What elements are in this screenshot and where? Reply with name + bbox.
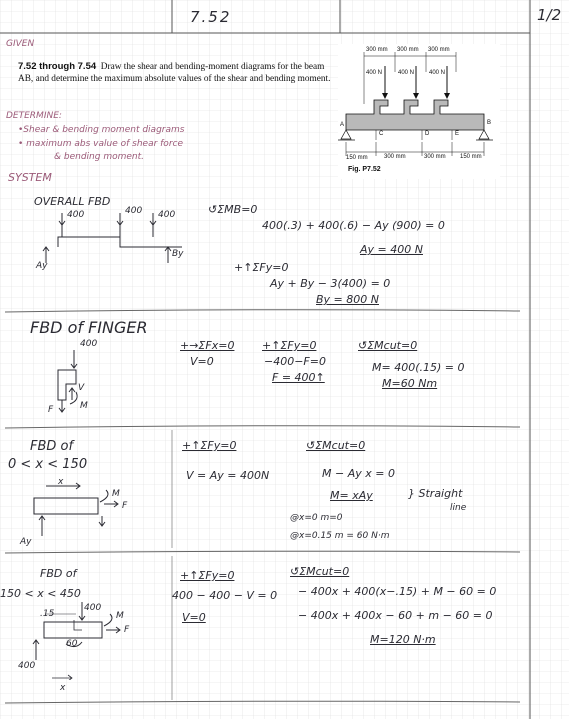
seg2-label-reaction: 400 <box>18 661 36 671</box>
seg2-result-m: M=120 N·m <box>370 633 436 646</box>
overall-load-3: 400 <box>158 210 176 220</box>
finger-eq-fy-body: −400−F=0 <box>264 355 326 368</box>
seg1-at-x0: @x=0 m=0 <box>290 513 343 523</box>
seg2-label-f: F <box>124 625 130 635</box>
determine-item-1: •Shear & bending moment diagrams <box>18 125 185 135</box>
fig-load-3: 400 N <box>429 70 446 76</box>
overall-eq-fy: +↑ΣFy=0 <box>234 261 289 274</box>
seg1-note-straight: } Straight <box>408 487 463 500</box>
seg2-eq-moment: ↺ΣMcut=0 <box>290 565 350 578</box>
seg2-label-60: 60 <box>66 639 78 649</box>
seg1-at-x015: @x=0.15 m = 60 N·m <box>290 531 390 541</box>
determine-label: DETERMINE: <box>6 111 62 121</box>
figure-caption: Fig. P7.52 <box>348 166 381 173</box>
seg1-label-ay: Ay <box>20 537 32 547</box>
fig-load-1: 400 N <box>366 70 383 76</box>
finger-fbd-title: FBD of FINGER <box>30 318 148 337</box>
seg1-result-v: V = Ay = 400N <box>186 469 270 482</box>
seg2-title-line1: FBD of <box>40 567 77 580</box>
seg2-title-line2: 150 < x < 450 <box>0 587 81 600</box>
figure-p7-52 <box>338 44 500 179</box>
seg2-result-v: V=0 <box>182 611 206 624</box>
seg2-label-m: M <box>116 611 124 621</box>
seg1-label-f: F <box>122 501 128 511</box>
overall-load-2: 400 <box>125 206 143 216</box>
finger-eq-moment: ↺ΣMcut=0 <box>358 339 418 352</box>
overall-load-1: 400 <box>67 210 85 220</box>
seg1-eq-moment: ↺ΣMcut=0 <box>306 439 366 452</box>
finger-eq-moment-body: M= 400(.15) = 0 <box>372 361 465 374</box>
overall-reaction-ay: Ay <box>36 261 48 271</box>
system-label: SYSTEM <box>8 171 52 184</box>
seg1-title-line2: 0 < x < 150 <box>8 457 88 472</box>
seg1-eq-fy: +↑ΣFy=0 <box>182 439 237 452</box>
fig-point-c: C <box>379 131 384 137</box>
fig-bottom-dim-1: 150 mm <box>346 155 368 161</box>
finger-label-f: F <box>48 405 54 415</box>
fig-point-a: A <box>340 122 345 128</box>
seg1-note-line: line <box>450 503 467 513</box>
seg2-label-015: .15 <box>40 609 55 619</box>
finger-label-m: M <box>80 401 88 411</box>
seg1-label-m: M <box>112 489 120 499</box>
problem-statement <box>18 61 336 85</box>
finger-eq-fx: +→ΣFx=0 <box>180 339 235 352</box>
fig-bottom-dim-3: 300 mm <box>424 154 446 160</box>
seg1-fbd-sketch <box>20 477 150 550</box>
problem-text: Draw the shear and bending-moment diagrams for the beam AB, and determine the maximum absolute values of the shear and bending moment. <box>18 62 331 84</box>
fig-bottom-dim-4: 150 mm <box>460 154 482 160</box>
finger-result-m: M=60 Nm <box>382 377 438 390</box>
seg1-label-x: x <box>58 477 64 487</box>
overall-reaction-by: By <box>172 249 184 259</box>
finger-eq-fy: +↑ΣFy=0 <box>262 339 317 352</box>
seg2-eq-moment-body2: − 400x + 400x − 60 + m − 60 = 0 <box>298 609 493 622</box>
finger-result-f: F = 400↑ <box>272 371 325 384</box>
seg2-fbd-sketch <box>16 600 146 680</box>
overall-fbd-title: OVERALL FBD <box>34 195 111 208</box>
seg2-label-load: 400 <box>84 603 102 613</box>
overall-eq-fy-body: Ay + By − 3(400) = 0 <box>270 277 391 290</box>
seg1-title-line1: FBD of <box>30 439 74 454</box>
fig-top-dim-1: 300 mm <box>366 47 388 53</box>
fig-point-e: E <box>455 131 460 137</box>
overall-result-by: By = 800 N <box>316 293 379 306</box>
fig-top-dim-3: 300 mm <box>428 47 450 53</box>
problem-range: 7.52 through 7.54 <box>18 61 97 72</box>
seg2-eq-fy: +↑ΣFy=0 <box>180 569 235 582</box>
finger-load: 400 <box>80 339 98 349</box>
seg2-eq-moment-body1: − 400x + 400(x−.15) + M − 60 = 0 <box>298 585 497 598</box>
seg2-eq-fy-body: 400 − 400 − V = 0 <box>172 589 278 602</box>
problem-number: 7.52 <box>190 8 232 26</box>
overall-eq-moment-b: ↺ΣMB=0 <box>208 203 258 216</box>
fig-bottom-dim-2: 300 mm <box>384 154 406 160</box>
seg2-label-x: x <box>60 683 66 693</box>
finger-label-v: V <box>78 383 85 393</box>
determine-item-3: & bending moment. <box>54 152 144 162</box>
fig-load-2: 400 N <box>398 70 415 76</box>
seg1-eq-moment-body: M − Ay x = 0 <box>322 467 395 480</box>
finger-eq-fx-result: V=0 <box>190 355 214 368</box>
fig-top-dim-2: 300 mm <box>397 47 419 53</box>
determine-item-2: • maximum abs value of shear force <box>18 139 184 149</box>
given-label: GIVEN <box>6 39 35 49</box>
fig-point-d: D <box>425 131 430 137</box>
fig-point-b: B <box>487 120 492 126</box>
overall-result-ay: Ay = 400 N <box>360 243 423 256</box>
seg1-result-m: M= xAy <box>330 489 373 502</box>
page-number: 1/2 <box>537 6 562 24</box>
overall-fbd-sketch <box>40 205 200 275</box>
overall-eq-moment-body: 400(.3) + 400(.6) − Ay (900) = 0 <box>262 219 445 232</box>
